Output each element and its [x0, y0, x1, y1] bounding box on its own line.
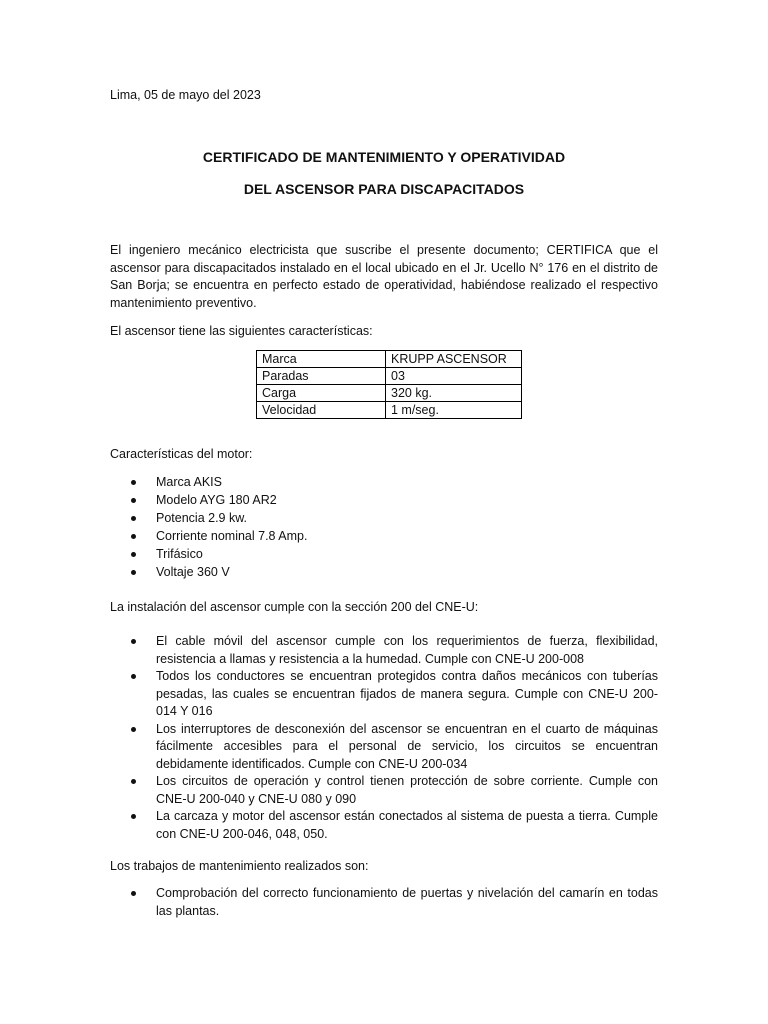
- maintenance-label: Los trabajos de mantenimiento realizados son:: [110, 859, 369, 873]
- list-item: Los interruptores de desconexión del ascensor se encuentran en el cuarto de máquinas fácilmente accesibles para el personal de servicio, los circuitos se encuentran debidamente identificados. Cumple con CNE-U 200-034: [110, 721, 658, 774]
- cne-label: La instalación del ascensor cumple con la sección 200 del CNE-U:: [110, 600, 479, 614]
- document-date: Lima, 05 de mayo del 2023: [110, 88, 261, 102]
- motor-list: [110, 473, 307, 581]
- maintenance-list: [110, 885, 658, 920]
- list-item: Potencia 2.9 kw.: [110, 509, 307, 527]
- list-item: Modelo AYG 180 AR2: [110, 491, 307, 509]
- bullet-icon: [131, 779, 136, 784]
- bullet-icon: [131, 814, 136, 819]
- list-item: Todos los conductores se encuentran protegidos contra daños mecánicos con tuberías pesadas, las cuales se encuentran fijados de manera segura. Cumple con CNE-U 200-014 Y 016: [110, 668, 658, 721]
- spec-key: Carga: [257, 385, 386, 402]
- specs-label: El ascensor tiene las siguientes características:: [110, 324, 373, 338]
- spec-key: Marca: [257, 351, 386, 368]
- table-row: [257, 402, 522, 419]
- table-row: [257, 385, 522, 402]
- motor-label: Características del motor:: [110, 447, 253, 461]
- spec-value: 320 kg.: [386, 385, 522, 402]
- list-item: Los circuitos de operación y control tienen protección de sobre corriente. Cumple con CNE-U 200-040 y CNE-U 080 y 090: [110, 773, 658, 808]
- spec-value: 1 m/seg.: [386, 402, 522, 419]
- bullet-icon: [131, 552, 136, 557]
- spec-value: 03: [386, 368, 522, 385]
- bullet-icon: [131, 891, 136, 896]
- bullet-icon: [131, 516, 136, 521]
- table-row: [257, 351, 522, 368]
- bullet-icon: [131, 639, 136, 644]
- bullet-icon: [131, 727, 136, 732]
- list-item: Voltaje 360 V: [110, 563, 307, 581]
- spec-key: Velocidad: [257, 402, 386, 419]
- table-row: [257, 368, 522, 385]
- list-item: Trifásico: [110, 545, 307, 563]
- list-item: La carcaza y motor del ascensor están conectados al sistema de puesta a tierra. Cumple con CNE-U 200-046, 048, 050.: [110, 808, 658, 843]
- list-item: Marca AKIS: [110, 473, 307, 491]
- list-item: El cable móvil del ascensor cumple con los requerimientos de fuerza, flexibilidad, resistencia a llamas y resistencia a la humedad. Cumple con CNE-U 200-008: [110, 633, 658, 668]
- document-title-line1: CERTIFICADO DE MANTENIMIENTO Y OPERATIVIDAD: [202, 149, 566, 165]
- bullet-icon: [131, 674, 136, 679]
- bullet-icon: [131, 498, 136, 503]
- specs-table: [256, 350, 522, 419]
- intro-paragraph: El ingeniero mecánico electricista que suscribe el presente documento; CERTIFICA que el ascensor para discapacitados instalado en el local ubicado en el Jr. Ucello N° 176 en el distrito de San Borja; se encuentra en perfecto estado de operatividad, habiéndose realizado el respectivo mantenimiento preventivo.: [110, 243, 658, 310]
- spec-key: Paradas: [257, 368, 386, 385]
- bullet-icon: [131, 534, 136, 539]
- cne-list: [110, 633, 658, 843]
- list-item: Corriente nominal 7.8 Amp.: [110, 527, 307, 545]
- document-title-line2: DEL ASCENSOR PARA DISCAPACITADOS: [243, 181, 525, 197]
- spec-value: KRUPP ASCENSOR: [386, 351, 522, 368]
- list-item: Comprobación del correcto funcionamiento de puertas y nivelación del camarín en todas las plantas.: [110, 885, 658, 920]
- bullet-icon: [131, 570, 136, 575]
- bullet-icon: [131, 480, 136, 485]
